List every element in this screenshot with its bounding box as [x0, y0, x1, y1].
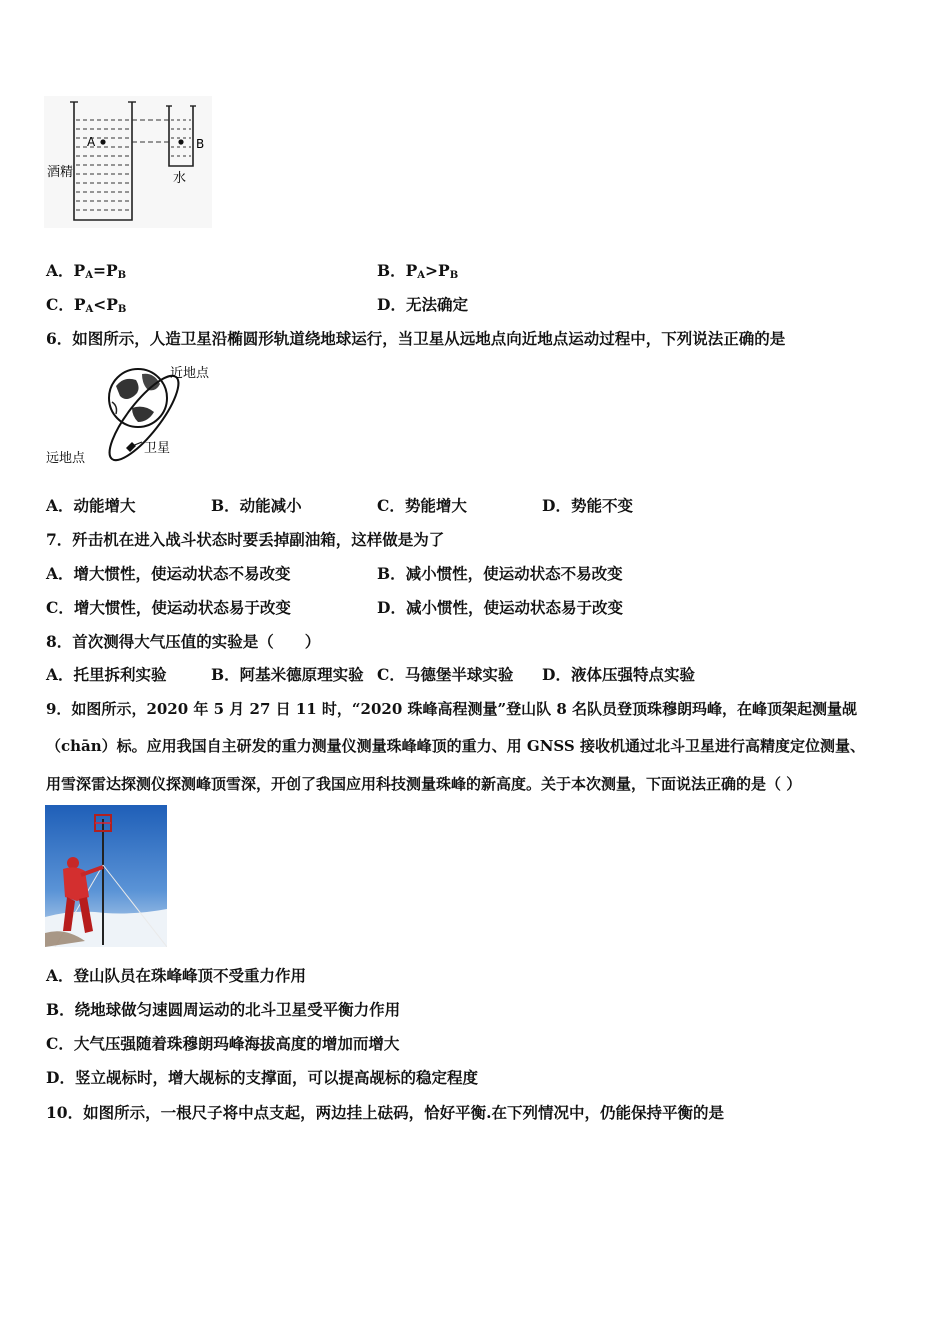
q5-option-a-p2: P [105, 261, 118, 280]
q5-option-a[interactable] [46, 261, 126, 286]
q9-option-b[interactable]: B．绕地球做匀速圆周运动的北斗卫星受平衡力作用 [46, 1000, 401, 1019]
label-perigee: 近地点 [170, 366, 210, 381]
q5-option-c[interactable] [46, 295, 126, 320]
q5-option-a-prefix: A． [46, 261, 74, 280]
q5-option-b-sub1: A [417, 270, 426, 281]
q8-option-b[interactable]: B．阿基米德原理实验 [211, 665, 364, 684]
q9-option-c[interactable]: C．大气压强随着珠穆朗玛峰海拔高度的增加而增大 [46, 1034, 400, 1053]
satellite-orbit-figure [44, 362, 220, 470]
q8-option-d[interactable]: D．液体压强特点实验 [542, 665, 695, 684]
label-a: A [87, 135, 96, 149]
q5-option-b[interactable] [377, 261, 458, 286]
q7-option-c[interactable]: C．增大惯性，使运动状态易于改变 [46, 598, 291, 617]
q9-option-d[interactable]: D．竖立觇标时，增大觇标的支撑面，可以提高觇标的稳定程度 [46, 1068, 478, 1087]
point-a-dot [100, 139, 105, 144]
q5-option-d[interactable]: D．无法确定 [377, 295, 468, 314]
q7-option-b[interactable]: B．减小惯性，使运动状态不易改变 [377, 564, 623, 583]
q8-option-a[interactable]: A．托里拆利实验 [46, 665, 167, 684]
label-satellite: 卫星 [144, 441, 171, 456]
q5-option-a-op: = [92, 261, 106, 280]
q5-option-c-prefix: C． [46, 295, 74, 314]
q5-option-c-p1: P [73, 295, 86, 314]
q9-stem-line1: 9．如图所示，2020 年 5 月 27 日 11 时，“2020 珠峰高程测量”登山队 8 名队员登顶珠穆朗玛峰，在峰顶架起测量觇 [46, 700, 858, 718]
q7-option-d[interactable]: D．减小惯性，使运动状态易于改变 [377, 598, 623, 617]
q6-option-a[interactable]: A．动能增大 [46, 496, 136, 515]
q10-stem: 10．如图所示，一根尺子将中点支起，两边挂上砝码，恰好平衡.在下列情况中，仍能保持平衡的是 [46, 1103, 724, 1122]
q5-option-c-p2: P [106, 295, 118, 314]
point-b-dot [178, 139, 183, 144]
q5-option-a-sub1: A [85, 270, 93, 281]
q7-option-a[interactable]: A．增大惯性，使运动状态不易改变 [46, 564, 291, 583]
q6-option-b[interactable]: B．动能减小 [211, 496, 302, 515]
q5-option-b-sub2: B [449, 270, 459, 281]
q9-stem-line2: （chān）标。应用我国自主研发的重力测量仪测量珠峰峰顶的重力、用 GNSS 接收机通过北斗卫星进行高精度定位测量、 [46, 737, 865, 755]
q5-option-b-prefix: B． [377, 261, 406, 280]
q8-stem: 8．首次测得大气压值的实验是（ ） [46, 632, 321, 651]
q6-option-c[interactable]: C．势能增大 [377, 496, 467, 515]
label-apogee: 远地点 [46, 451, 86, 466]
q5-option-c-sub2: B [117, 304, 127, 315]
q5-option-a-sub2: B [117, 270, 127, 281]
q9-stem-line3: 用雪深雷达探测仪探测峰顶雪深，开创了我国应用科技测量珠峰的新高度。关于本次测量，下面说法正确的是（ ） [46, 775, 802, 793]
summit-photo [45, 805, 167, 947]
q6-option-d[interactable]: D．势能不变 [542, 496, 633, 515]
label-water: 水 [173, 171, 187, 186]
q5-option-c-op: < [93, 295, 107, 314]
q7-stem: 7．歼击机在进入战斗状态时要丢掉副油箱，这样做是为了 [46, 530, 445, 549]
label-alcohol: 酒精 [47, 165, 74, 180]
q6-stem: 6．如图所示，人造卫星沿椭圆形轨道绕地球运行，当卫星从远地点向近地点运动过程中，下列说法正确的是 [46, 329, 786, 348]
q5-option-b-p1: P [405, 261, 418, 280]
q5-option-b-p2: P [438, 261, 450, 280]
q5-option-a-p1: P [73, 261, 86, 280]
q5-option-b-op: > [425, 261, 439, 280]
q8-option-c[interactable]: C．马德堡半球实验 [377, 665, 514, 684]
beakers-figure [44, 96, 212, 228]
label-b: B [196, 137, 205, 151]
q9-option-a[interactable]: A．登山队员在珠峰峰顶不受重力作用 [46, 966, 307, 985]
q5-option-c-sub1: A [85, 304, 94, 315]
